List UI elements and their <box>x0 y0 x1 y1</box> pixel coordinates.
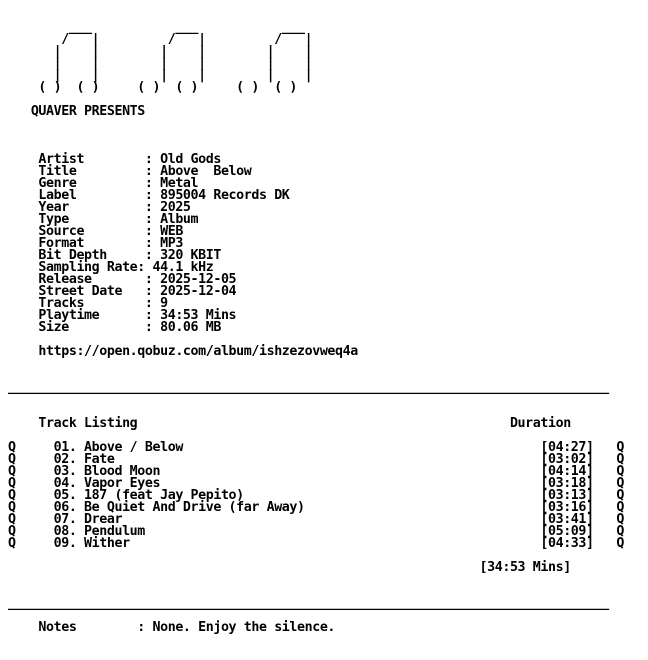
nfo-line: Release : 2025-12-05 <box>8 272 609 287</box>
nfo-line: Size : 80.06 MB <box>8 320 609 335</box>
nfo-line: Q 05. 187 (feat Jay Pepito) [03:13] Q <box>8 488 625 503</box>
nfo-line: Label : 895004 Records DK <box>8 188 609 203</box>
nfo-line: Q 02. Fate [03:02] Q <box>8 452 625 467</box>
nfo-line: Title : Above Below <box>8 164 609 179</box>
nfo-line: https://open.qobuz.com/album/ishzezovweq4a <box>8 344 609 359</box>
nfo-line: _______________________________________________________________________________ <box>8 380 609 395</box>
nfo-line: Sampling Rate: 44.1 kHz <box>8 260 609 275</box>
nfo-line: Format : MP3 <box>8 236 609 251</box>
nfo-line: Notes : None. Enjoy the silence. <box>8 620 609 635</box>
nfo-line: | | | | | | <box>8 44 609 59</box>
nfo-line: Type : Album <box>8 212 609 227</box>
nfo-line: Genre : Metal <box>8 176 609 191</box>
nfo-line: Playtime : 34:53 Mins <box>8 308 609 323</box>
nfo-line: [34:53 Mins] <box>8 560 609 575</box>
nfo-line: Year : 2025 <box>8 200 609 215</box>
nfo-line: Q 04. Vapor Eyes [03:18] Q <box>8 476 625 491</box>
nfo-line: Street Date : 2025-12-04 <box>8 284 609 299</box>
nfo-line: Source : WEB <box>8 224 609 239</box>
nfo-line: Tracks : 9 <box>8 296 609 311</box>
nfo-line: Track Listing Duration <box>8 416 609 431</box>
nfo-line: Artist : Old Gods <box>8 152 609 167</box>
nfo-line: Q 08. Pendulum [05:09] Q <box>8 524 625 539</box>
nfo-line: | | | | | | <box>8 68 609 83</box>
nfo-line: ___ ___ ___ <box>8 20 609 35</box>
nfo-line: QUAVER PRESENTS <box>8 104 609 119</box>
nfo-line: Bit Depth : 320 KBIT <box>8 248 609 263</box>
nfo-line: Q 01. Above / Below [04:27] Q <box>8 440 625 455</box>
nfo-text-block <box>8 10 624 634</box>
nfo-line: / | / | / | <box>8 32 609 47</box>
nfo-line: _______________________________________________________________________________ <box>8 596 609 611</box>
nfo-line: Q 09. Wither [04:33] Q <box>8 536 625 551</box>
nfo-line: ( ) ( ) ( ) ( ) ( ) ( ) <box>8 80 602 95</box>
nfo-line: | | | | | | <box>8 56 609 71</box>
nfo-line: Q 06. Be Quiet And Drive (far Away) [03:16] Q <box>8 500 625 515</box>
nfo-line: Q 03. Blood Moon [04:14] Q <box>8 464 625 479</box>
nfo-line: Q 07. Drear [03:41] Q <box>8 512 625 527</box>
